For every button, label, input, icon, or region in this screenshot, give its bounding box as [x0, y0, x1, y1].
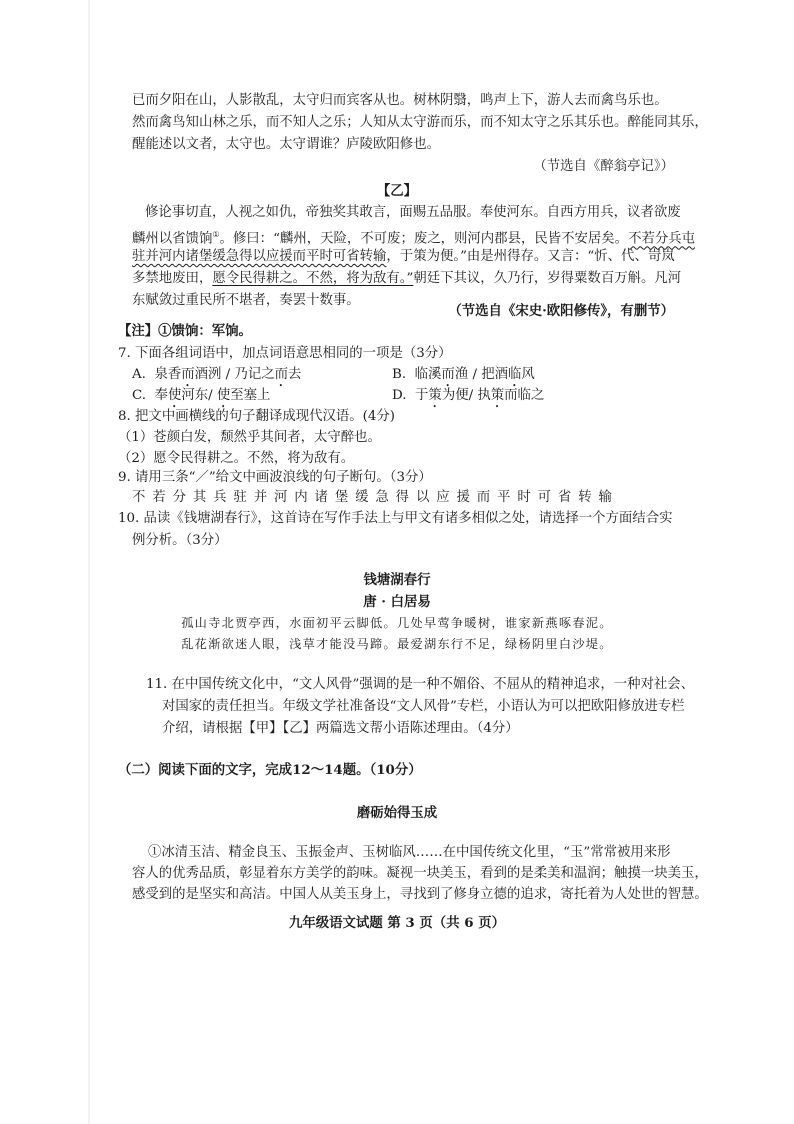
passage-b-line-4-post: 朝廷下其议，久乃行，岁得粟数百万斛。凡河 — [413, 271, 682, 286]
option-label: C. — [132, 388, 147, 403]
seq-char: 平 — [497, 490, 511, 505]
seq-char: 兵 — [213, 490, 227, 505]
passage-b-line-4 — [132, 270, 681, 288]
option-label: A. — [132, 367, 146, 382]
passage-b-line-2 — [132, 226, 695, 248]
option-text: 至塞上 — [230, 388, 271, 403]
seq-char: 不 — [132, 490, 146, 505]
q11-line-2: 对国家的责任担当。年级文学社准备设“文人风骨”专栏，小语认为可以把欧阳修放进专栏 — [162, 699, 685, 714]
article-para-line-2: 容人的优秀品质，彰显着东方美学的韵味。凝视一块美玉，看到的是柔美和温润；触摸一块美玉， — [132, 866, 708, 881]
option-text: 奉 — [154, 388, 168, 403]
passage-a-source: （节选自《醉翁亭记》） — [533, 159, 674, 174]
poem-author: 唐 · 白居易 — [363, 594, 431, 610]
dotted-word: 使 — [167, 388, 182, 403]
wavy-segment-1: 不若分兵屯 — [628, 231, 696, 247]
footnote-marker: ① — [212, 230, 220, 239]
seq-char: 其 — [192, 490, 207, 505]
passage-b-line-2-pre: 麟州以省馈饷 — [132, 231, 213, 247]
option-text: 河东 — [181, 388, 209, 403]
q8-stem: 8. 把文中画横线的句子翻译成现代汉语。(4分) — [118, 409, 396, 424]
seq-char: 驻 — [233, 490, 247, 505]
seq-char: 诸 — [314, 490, 328, 505]
dotted-word: 策 — [428, 388, 442, 403]
seq-char: 缓 — [355, 490, 369, 505]
poem-line-1: 孤山寺北贾亭西，水面初平云脚低。几处早莺争暖树，谁家新燕啄春泥。 — [181, 616, 613, 630]
article-para-line-1: ①冰清玉洁、精金良玉、玉振金声、玉树临风……在中国传统文化里，“玉”常常被用来形 — [148, 845, 671, 860]
option-text: 临溪 — [414, 367, 442, 382]
q11-line-3: 介绍，请根据【甲】【乙】两篇选文帮小语陈述理由。（4分） — [162, 721, 519, 736]
passage-a-line-1: 已而夕阳在山，人影散乱，太守归而宾客从也。树林阴翳，鸣声上下，游人去而禽鸟乐也。 — [132, 93, 668, 108]
q9-character-sequence — [132, 489, 612, 507]
seq-char: 若 — [152, 490, 166, 505]
seq-char: 堡 — [334, 490, 349, 505]
page-edge-shadow — [88, 0, 90, 1124]
q9-stem: 9. 请用三条“／”给文中画波浪线的句子断句。（3分） — [118, 470, 432, 485]
dotted-word: 而 — [274, 367, 288, 382]
seq-char: 输 — [598, 490, 612, 505]
separator: / — [221, 367, 235, 382]
wavy-segment-2: 驻并河内诸堡缓急得以应援而平时可省转输 — [132, 249, 387, 264]
seq-char: 援 — [456, 490, 470, 505]
q11-line-1: 11. 在中国传统文化中，“文人风骨”强调的是一种不媚俗、不屈从的精神追求，一种对社会、 — [146, 677, 695, 692]
poem-title: 钱塘湖春行 — [363, 572, 431, 588]
passage-b-line-5: 东赋敛过重民所不堪者，奏罢十数事。 — [132, 293, 360, 308]
q8-item-1: （1）苍颜白发，颓然乎其间者，太守醉也。 — [118, 430, 381, 445]
page-footer: 九年级语文试题 第 3 页（共 6 页） — [288, 915, 506, 931]
passage-b-line-3 — [132, 248, 675, 266]
q7-option-d — [392, 387, 544, 411]
option-text: 渔 — [454, 367, 469, 382]
option-text: 执 — [477, 388, 491, 403]
seq-char: 应 — [436, 490, 450, 505]
option-text: 泉香 — [154, 367, 182, 382]
q10-line-1: 10. 品读《钱塘湖春行》，这首诗在写作手法上与甲文有诸多相似之处，请选择一个方面结合实 — [118, 511, 673, 526]
seq-char: 时 — [517, 490, 531, 505]
option-text: 去 — [288, 367, 302, 382]
q7-stem: 7. 下面各组词语中，加点词语意思相同的一项是（3分） — [118, 346, 452, 361]
option-text: 把酒 — [481, 367, 508, 382]
footnote: 【注】①馈饷：军饷。 — [118, 323, 252, 339]
dotted-word: 策 — [490, 388, 505, 403]
option-text: 酒洌 — [194, 367, 222, 382]
q10-line-2: 例分析。（3分） — [132, 533, 228, 548]
section-2-heading: （二）阅读下面的文字，完成12～14题。（10分） — [118, 762, 422, 778]
seq-char: 并 — [253, 490, 268, 505]
option-label: D. — [392, 388, 407, 403]
seq-char: 省 — [557, 490, 572, 505]
seq-char: 内 — [294, 490, 308, 505]
seq-char: 得 — [395, 490, 410, 505]
seq-char: 急 — [375, 490, 389, 505]
option-text: 为便 — [441, 388, 469, 403]
article-title: 磨砺始得玉成 — [356, 805, 438, 821]
option-text: 风 — [521, 367, 535, 382]
passage-b-line-2-post: 。修曰：“麟州，天险，不可废；废之，则河内郡县，民皆不安居矣。 — [219, 231, 629, 247]
separator: / — [468, 367, 482, 382]
dotted-word: 而 — [441, 367, 455, 382]
dotted-word: 而 — [181, 367, 195, 382]
dotted-word: 临 — [508, 367, 522, 382]
option-text: 于 — [415, 388, 429, 403]
option-text: 而临之 — [504, 388, 545, 403]
underlined-sentence: 愿令民得耕之。不然，将为敌有。” — [212, 271, 414, 286]
seq-char: 而 — [476, 490, 491, 505]
passage-b-line-1: 修论事切直，人视之如仇，帝独奖其敢言，面赐五品服。奉使河东。自西方用兵，议者欲废 — [145, 205, 681, 220]
poem-line-2: 乱花渐欲迷人眼，浅草才能没马蹄。最爱湖东行不足，绿杨阴里白沙堤。 — [181, 637, 613, 651]
passage-b-source: （节选自《宋史·欧阳修传》，有删节） — [448, 303, 674, 319]
seq-char: 以 — [415, 490, 430, 505]
q8-item-2: （2）愿令民得耕之。不然，将为敌有。 — [118, 451, 355, 466]
passage-a-line-3: 醒能述以文者，太守也。太守谓谁？庐陵欧阳修也。 — [132, 137, 440, 152]
option-label: B. — [392, 367, 407, 382]
passage-a-line-2: 然而禽鸟知山林之乐，而不知人之乐；人知从太守游而乐，而不知太守之乐其乐也。醉能同其乐， — [132, 115, 708, 130]
passage-b-heading: 【乙】 — [376, 183, 418, 199]
seq-char: 可 — [537, 490, 552, 505]
option-text: 乃记之 — [234, 367, 275, 382]
separator: / — [468, 388, 478, 403]
seq-char: 分 — [172, 490, 186, 505]
passage-b-line-3-post: ，于策为便。”由是州得存。又言：“忻、代、岢岚 — [386, 249, 675, 264]
seq-char: 转 — [578, 490, 592, 505]
article-para-line-3: 感受到的是坚实和高洁。中国人从美玉身上，寻找到了修身立德的追求，寄托着为人处世的智慧。 — [132, 887, 708, 902]
seq-char: 河 — [273, 490, 288, 505]
dotted-word: 使 — [216, 388, 231, 403]
separator: / — [208, 388, 217, 403]
passage-b-line-4-pre: 多禁地废田， — [132, 271, 213, 286]
